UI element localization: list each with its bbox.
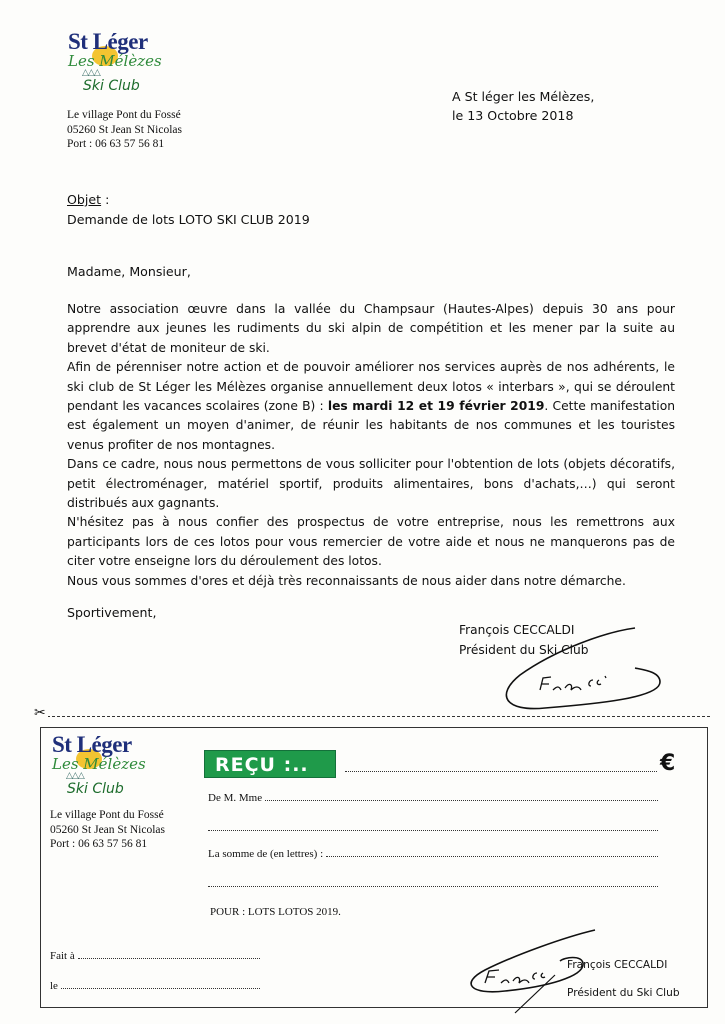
amount-words-input-line[interactable] xyxy=(326,856,658,857)
signatory-title: Président du Ski Club xyxy=(459,643,589,657)
address-line: Port : 06 63 57 56 81 xyxy=(50,838,148,850)
date-label: le xyxy=(50,980,58,992)
amount-words-field[interactable] xyxy=(208,848,658,860)
from-field-continued[interactable] xyxy=(208,820,658,834)
logo-les-melezes: Les Mélèzes xyxy=(68,52,162,70)
logo-les-melezes: Les Mélèzes xyxy=(52,755,146,773)
object-label: Objet xyxy=(67,192,102,207)
from-input-line[interactable] xyxy=(265,800,658,801)
amount-words-field-continued[interactable] xyxy=(208,876,658,890)
from-field[interactable] xyxy=(208,792,658,804)
signatory-title: Président du Ski Club xyxy=(567,987,680,999)
event-dates: les mardi 12 et 19 février 2019 xyxy=(327,399,545,414)
date-field[interactable] xyxy=(50,980,260,992)
euro-icon: € xyxy=(660,751,676,776)
paragraph: Dans ce cadre, nous nous permettons de vous solliciter pour l'obtention de lots (objets décoratifs, petit électroménager, matériel sportif, produits alimentaires, bons d'achats,…) qui seront distribués aux gagnants. xyxy=(67,457,675,511)
tree-icons: △△△ xyxy=(82,68,100,78)
logo-ski-club: Ski Club xyxy=(83,78,140,94)
receipt-club-logo xyxy=(52,733,146,796)
amount-words-label: La somme de (en lettres) : xyxy=(208,848,324,860)
date-input-line[interactable] xyxy=(61,988,260,989)
signatory-name: François CECCALDI xyxy=(567,959,668,971)
receipt-signatory-block xyxy=(567,951,680,1007)
address-line: 05260 St Jean St Nicolas xyxy=(67,123,182,136)
logo-st-leger: St Léger xyxy=(52,732,132,757)
handwritten-signature-icon xyxy=(485,620,665,715)
salutation: Madame, Monsieur, xyxy=(67,264,191,279)
letter-object xyxy=(67,190,310,230)
receipt-address xyxy=(50,808,165,852)
place-line: A St léger les Mélèzes, xyxy=(452,89,595,104)
club-logo xyxy=(68,30,162,93)
paragraph: Nous vous sommes d'ores et déjà très reconnaissants de nous aider dans notre démarche. xyxy=(67,573,626,588)
scissors-icon: ✂ xyxy=(34,705,46,721)
paragraph: Notre association œuvre dans la vallée du Champsaur (Hautes-Alpes) depuis 30 ans pour apprendre aux jeunes les rudiments du ski alpin de compétition et les mener par la suite au brevet d'état de moniteur de ski. xyxy=(67,302,675,355)
amount-field[interactable] xyxy=(345,771,657,772)
cut-line xyxy=(42,716,710,717)
address-line: Le village Pont du Fossé xyxy=(67,109,181,121)
letter-body xyxy=(67,300,675,591)
signatory-name: François CECCALDI xyxy=(459,623,575,637)
address-line: Port : 06 63 57 56 81 xyxy=(67,138,165,150)
place-label: Fait à xyxy=(50,950,75,962)
letterhead-address xyxy=(67,108,182,152)
object-text: Demande de lots LOTO SKI CLUB 2019 xyxy=(67,212,310,227)
address-line: Le village Pont du Fossé xyxy=(50,809,164,821)
closing: Sportivement, xyxy=(67,605,157,620)
place-input-line[interactable] xyxy=(78,958,260,959)
logo-ski-club: Ski Club xyxy=(67,781,124,797)
tree-icons: △△△ xyxy=(66,771,84,781)
date-line: le 13 Octobre 2018 xyxy=(452,108,574,123)
receipt-purpose: POUR : LOTS LOTOS 2019. xyxy=(210,906,341,918)
address-line: 05260 St Jean St Nicolas xyxy=(50,823,165,836)
object-label-suffix: : xyxy=(101,192,110,207)
receipt-title-badge: REÇU :.. xyxy=(204,750,336,778)
paragraph: N'hésitez pas à nous confier des prospectus de votre entreprise, nous les remettrons aux participants lors de ces lotos pour vous remercier de votre aide et nous ne manquerons pas de citer votre enseigne lors du déroulement des lotos. xyxy=(67,515,675,569)
from-label: De M. Mme xyxy=(208,792,263,804)
date-place xyxy=(452,87,594,125)
logo-st-leger: St Léger xyxy=(68,29,148,54)
paragraph: Afin de pérenniser notre action et de pouvoir améliorer nos services auprès de nos adhérents, le ski club de St Léger les Mélèzes organise annuellement deux lotos « interbars », qui se déroulent pendant les vacances scolaires (zone B) : les mardi 12 et 19 février 2019. Cette manifestation est également un moyen d'animer, de réunir les habitants de nos communes et les touristes venus profiter de nos montagnes. xyxy=(67,360,676,452)
amount-words-input-line-2[interactable] xyxy=(208,886,658,887)
from-input-line-2[interactable] xyxy=(208,830,658,831)
place-field[interactable] xyxy=(50,950,260,962)
